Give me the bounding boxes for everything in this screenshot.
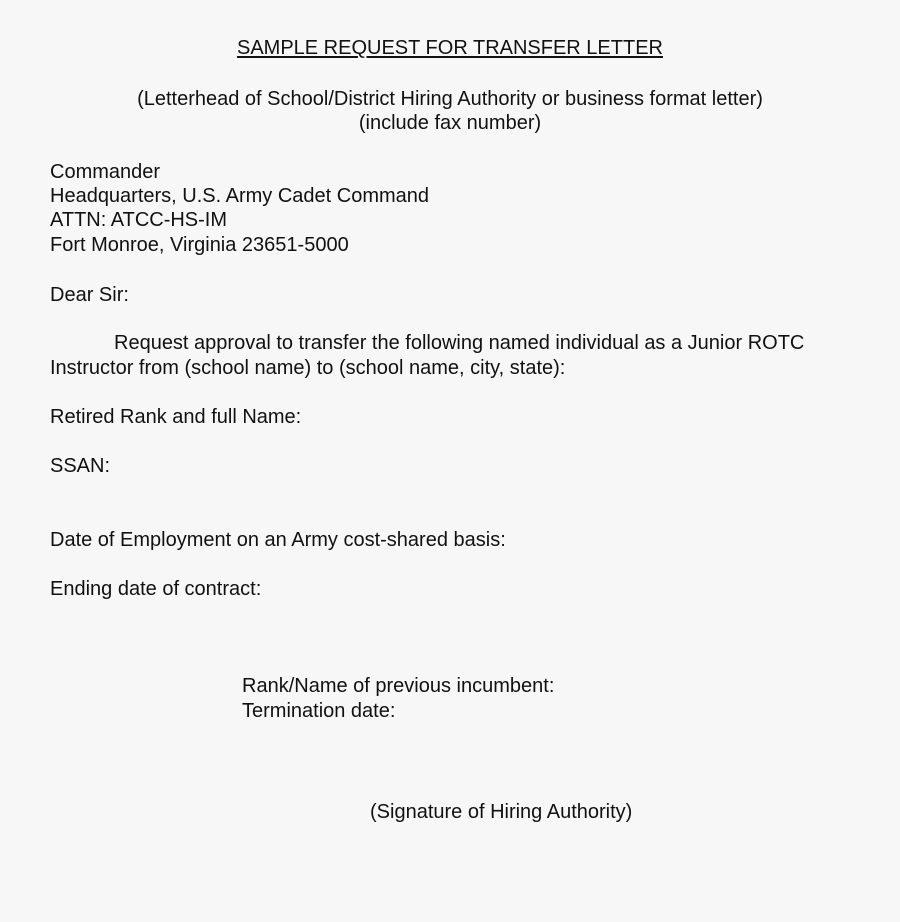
address-line-2: Headquarters, U.S. Army Cadet Command [50,185,430,207]
salutation: Dear Sir: [50,284,129,306]
address-line-1: Commander [50,161,161,183]
signature-line: (Signature of Hiring Authority) [370,801,633,823]
address-line-3: ATTN: ATCC-HS-IM [50,209,228,231]
letter-title: SAMPLE REQUEST FOR TRANSFER LETTER [236,37,663,59]
termination-date-field: Termination date: [242,700,396,722]
contract-end-field: Ending date of contract: [50,578,262,600]
retired-rank-name-field: Retired Rank and full Name: [50,406,302,428]
address-line-4: Fort Monroe, Virginia 23651-5000 [50,234,349,256]
fax-note: (include fax number) [358,112,542,134]
employment-date-field: Date of Employment on an Army cost-shared basis: [50,529,506,551]
ssan-field: SSAN: [50,455,111,477]
body-line-1: Request approval to transfer the following named individual as a Junior ROTC [114,332,805,354]
previous-incumbent-field: Rank/Name of previous incumbent: [242,675,555,697]
body-line-2: Instructor from (school name) to (school name, city, state): [50,357,566,379]
letterhead-note: (Letterhead of School/District Hiring Authority or business format letter) [137,88,763,110]
